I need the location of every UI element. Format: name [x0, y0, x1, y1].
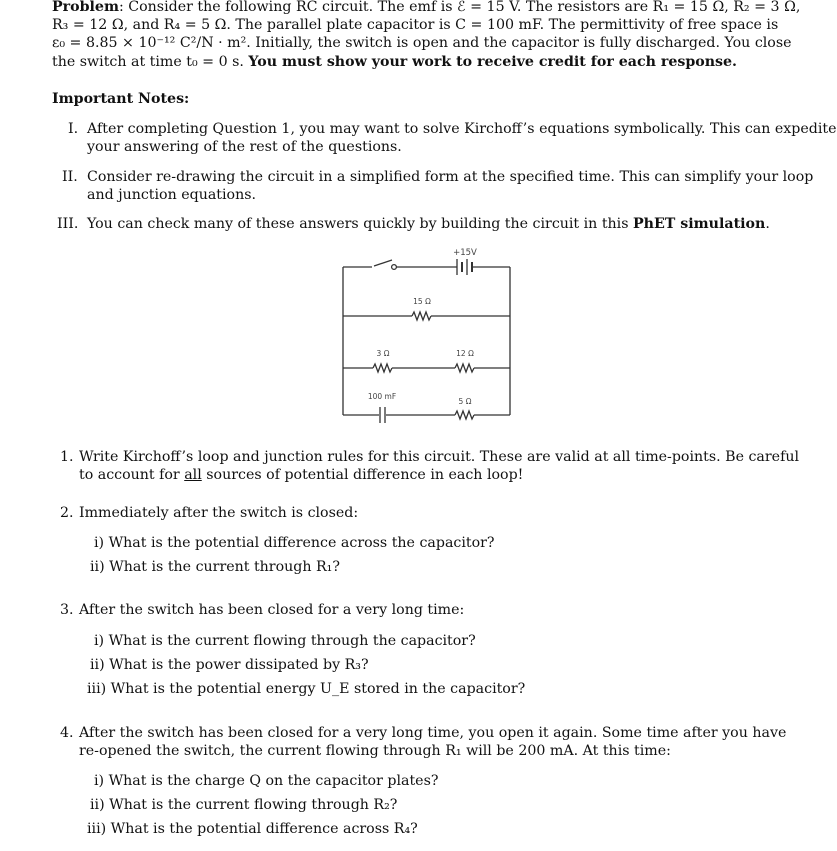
r1-resistor [412, 312, 431, 320]
phet-simulation-link[interactable]: PhET simulation [633, 216, 766, 232]
note-1-line-1: After completing Question 1, you may want to solve Kirchoff’s equations symbolically. This can expedite [87, 121, 837, 137]
r4-label: 5 Ω [458, 397, 472, 406]
note-3-num: III. [57, 216, 79, 232]
q4-sub-3: iii) What is the potential difference across R₄? [87, 821, 418, 837]
q3-sub-3: iii) What is the potential energy U_E stored in the capacitor? [87, 681, 526, 697]
q1-line-2: to account for all sources of potential difference in each loop! [79, 467, 524, 483]
q4-line-1: After the switch has been closed for a very long time, you open it again. Some time after you have [79, 725, 787, 741]
switch [374, 260, 392, 266]
note-2-line-2: and junction equations. [87, 187, 257, 203]
r4-resistor [455, 411, 474, 419]
q4-sub-1: i) What is the charge Q on the capacitor plates? [94, 773, 439, 789]
notes-heading: Important Notes: [52, 91, 190, 107]
capacitor-label: 100 mF [367, 392, 397, 401]
q2-num: 2. [60, 505, 74, 521]
note-1-num: I. [68, 121, 79, 137]
problem-line-2: R₃ = 12 Ω, and R₄ = 5 Ω. The parallel plate capacitor is C = 100 mF. The permittivity of free space is [52, 17, 779, 33]
problem-emphasis: You must show your work to receive credit for each response. [248, 54, 737, 70]
q1-line-1: Write Kirchoff’s loop and junction rules for this circuit. These are valid at all time-points. Be careful [79, 449, 799, 465]
r3-label: 12 Ω [456, 349, 474, 358]
q3-sub-2: ii) What is the power dissipated by R₃? [90, 657, 369, 673]
note-2-num: II. [62, 169, 78, 185]
emf-label: +15V [453, 248, 477, 258]
q2-text: Immediately after the switch is closed: [79, 505, 359, 521]
circuit-diagram [330, 240, 530, 425]
switch-contact [392, 265, 397, 270]
problem-line-1: Problem: Consider the following RC circuit. The emf is ℰ = 15 V. The resistors are R₁ = 15 Ω, R₂ = 3 Ω, [52, 0, 801, 15]
q3-text: After the switch has been closed for a very long time: [79, 602, 465, 618]
q4-num: 4. [60, 725, 74, 741]
q2-sub-1: i) What is the potential difference across the capacitor? [94, 535, 495, 551]
q4-sub-2: ii) What is the current flowing through R₂? [90, 797, 398, 813]
note-1-line-2: your answering of the rest of the questions. [87, 139, 402, 155]
q1-num: 1. [60, 449, 74, 465]
problem-label: Problem [52, 0, 119, 15]
q2-sub-2: ii) What is the current through R₁? [90, 559, 340, 575]
q1-underlined-word: all [184, 467, 202, 483]
q3-num: 3. [60, 602, 74, 618]
q3-sub-1: i) What is the current flowing through the capacitor? [94, 633, 476, 649]
r2-resistor [373, 364, 392, 372]
problem-line-3: ε₀ = 8.85 × 10⁻¹² C²/N · m². Initially, the switch is open and the capacitor is fully discharged. You close [52, 35, 792, 51]
r3-resistor [455, 364, 474, 372]
note-2-line-1: Consider re-drawing the circuit in a simplified form at the specified time. This can simplify your loop [87, 169, 814, 185]
note-3-line: You can check many of these answers quickly by building the circuit in this PhET simulation. [87, 216, 770, 232]
problem-line-4: the switch at time t₀ = 0 s. You must show your work to receive credit for each response. [52, 54, 737, 70]
r1-label: 15 Ω [413, 297, 431, 306]
q4-line-2: re-opened the switch, the current flowing through R₁ will be 200 mA. At this time: [79, 743, 671, 759]
r2-label: 3 Ω [376, 349, 390, 358]
